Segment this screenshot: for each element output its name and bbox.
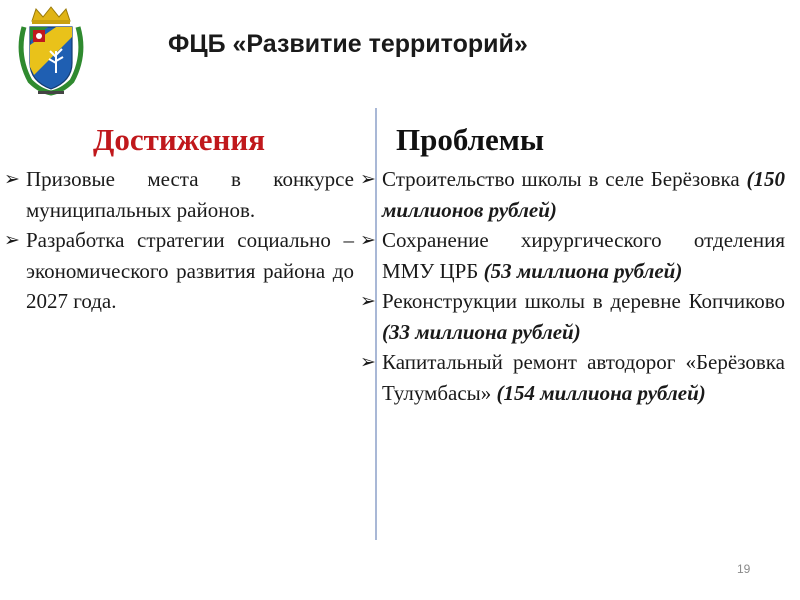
bullet-arrow-icon: ➢	[360, 229, 376, 251]
bullet-arrow-icon: ➢	[360, 290, 376, 312]
item-cost: (33 миллиона рублей)	[382, 319, 581, 344]
item-text: Строительство школы в селе Берёзовка	[382, 167, 740, 191]
page-number: 19	[737, 562, 751, 576]
item-cost: (150 миллионов рублей)	[382, 167, 786, 222]
item-text: Капитальный ремонт автодорог «Берёзовка Тулумбасы»	[382, 350, 785, 405]
problems-column	[360, 122, 785, 408]
achievements-list	[4, 164, 354, 317]
coat-of-arms-icon	[16, 5, 86, 97]
achievements-heading: Достижения	[93, 122, 265, 157]
page-title: ФЦБ «Развитие территорий»	[168, 30, 528, 58]
list-item	[360, 164, 785, 225]
item-text: Сохранение хирургического отделения ММУ ЦРБ	[382, 228, 785, 283]
bullet-arrow-icon: ➢	[4, 229, 20, 251]
list-item	[360, 347, 785, 408]
list-item	[4, 164, 354, 225]
achievements-column	[4, 122, 354, 317]
problems-list	[360, 164, 785, 408]
item-text: Разработка стратегии социально – экономического развития района до 2027 года.	[26, 228, 354, 313]
list-item	[360, 225, 785, 286]
item-text: Призовые места в конкурсе муниципальных районов.	[26, 167, 354, 222]
bullet-arrow-icon: ➢	[4, 168, 20, 190]
problems-heading: Проблемы	[396, 122, 545, 157]
list-item	[4, 225, 354, 317]
bullet-arrow-icon: ➢	[360, 168, 376, 190]
bullet-arrow-icon: ➢	[360, 351, 376, 373]
item-cost: (154 миллиона рублей)	[496, 380, 706, 405]
item-text: Реконструкции школы в деревне Копчиково	[382, 289, 785, 313]
item-cost: (53 миллиона рублей)	[483, 258, 683, 283]
list-item	[360, 286, 785, 347]
